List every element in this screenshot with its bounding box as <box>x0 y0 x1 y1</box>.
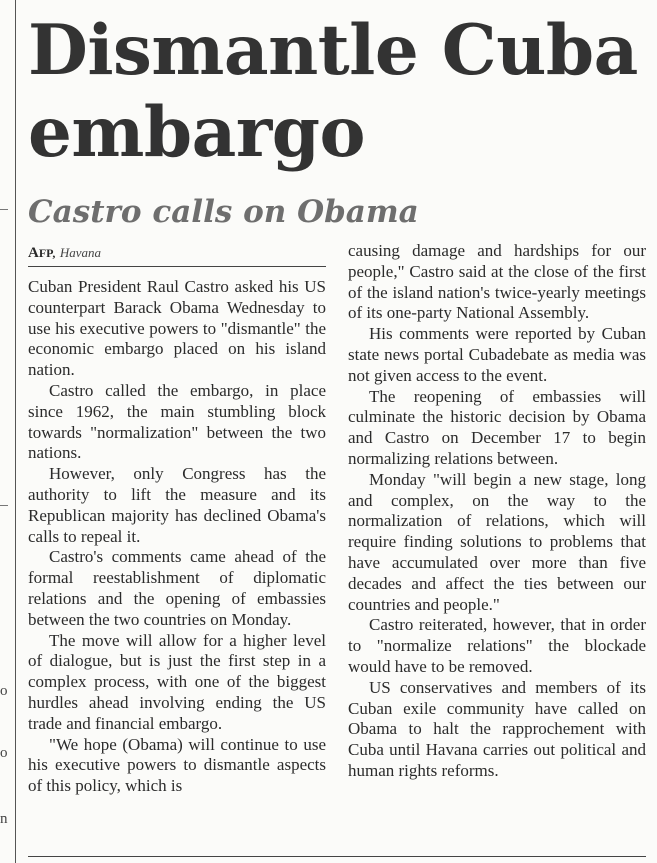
edge-dash <box>0 505 8 506</box>
article-column-2 <box>348 241 646 782</box>
article-column-1 <box>28 277 326 797</box>
edge-dash <box>0 209 8 210</box>
byline-place: Havana <box>59 245 102 260</box>
paragraph: Castro called the embargo, in place since 1962, the main stumbling block towards "normalization" between the two nations. <box>28 380 326 463</box>
byline-agency: AFP, <box>28 245 56 261</box>
byline <box>28 244 101 262</box>
paragraph: The reopening of embassies will culminate the historic decision by Obama and Castro on December 17 to begin normalizing relations between. <box>348 386 646 468</box>
left-column-rule <box>15 0 16 863</box>
subheadline: Castro calls on Obama <box>28 194 419 230</box>
paragraph: "We hope (Obama) will continue to use his executive powers to dismantle aspects of this policy, which is <box>28 734 326 796</box>
headline: Dismantle Cuba embargo <box>28 10 638 173</box>
paragraph: Castro reiterated, however, that in order to "normalize relations" the blockade would have to be removed. <box>348 615 646 676</box>
paragraph: Cuban President Raul Castro asked his US counterpart Barack Obama Wednesday to use his executive powers to "dismantle" the economic embargo placed on his island nation. <box>28 277 326 380</box>
paragraph: However, only Congress has the authority to lift the measure and its Republican majority has declined Obama's calls to repeal it. <box>28 464 326 546</box>
edge-letter: o <box>0 745 8 761</box>
bottom-rule <box>28 856 646 857</box>
byline-rule <box>28 266 326 267</box>
edge-letter: o <box>0 683 8 699</box>
paragraph: Castro's comments came ahead of the formal reestablishment of diplomatic relations and the opening of embassies between the two countries on Monday. <box>28 547 326 629</box>
paragraph: The move will allow for a higher level of dialogue, but is just the first step in a complex process, with one of the biggest hurdles ahead involving ending the US trade and financial embargo. <box>28 630 326 733</box>
paragraph: His comments were reported by Cuban state news portal Cubadebate as media was not given access to the event. <box>348 324 646 385</box>
paragraph: Monday "will begin a new stage, long and complex, on the way to the normalization of relations, which will require finding solutions to problems that have accumulated over more than five decades and affect the ties between our countries and people." <box>348 469 646 614</box>
edge-letter: n <box>0 811 8 827</box>
paragraph: US conservatives and members of its Cuban exile community have called on Obama to halt the rapprochement with Cuba until Havana carries out political and human rights reforms. <box>348 677 646 780</box>
paragraph: causing damage and hardships for our people," Castro said at the close of the first of the island nation's twice-yearly meetings of its one-party National Assembly. <box>348 241 646 323</box>
